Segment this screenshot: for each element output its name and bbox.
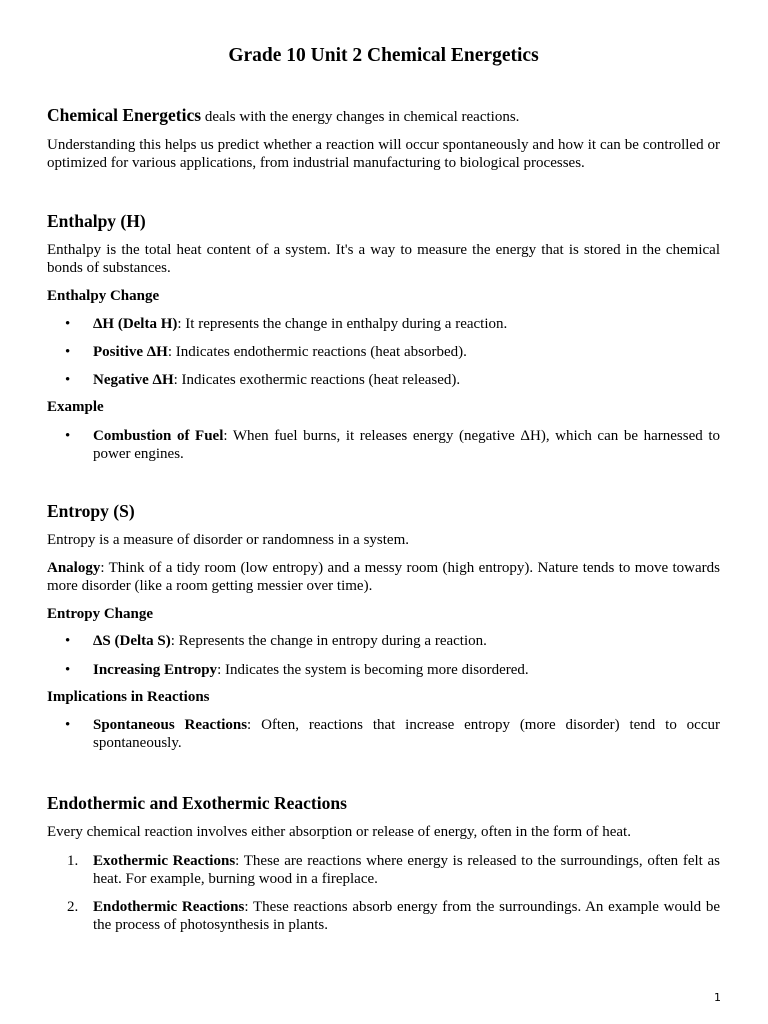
- list-item: [47, 661, 720, 679]
- list-number: 2.: [67, 899, 79, 915]
- item-text: : These reactions absorb energy from the surroundings. An example would be the process of photosynthesis in plants.: [93, 899, 720, 933]
- analogy-text: : Think of a tidy room (low entropy) and a messy room (high entropy). Nature tends to move towards more disorder (like a room getting messier over time).: [47, 560, 720, 594]
- item-term: ΔS (Delta S): [93, 633, 171, 649]
- list-item: [47, 343, 720, 361]
- page-number: 1: [714, 991, 721, 1004]
- item-term: Endothermic Reactions: [93, 899, 245, 915]
- item-term: Increasing Entropy: [93, 662, 218, 678]
- list-item: [47, 852, 720, 888]
- intro-paragraph: Understanding this helps us predict whether a reaction will occur spontaneously and how it can be controlled or optimized for various applications, from industrial manufacturing to biological processes.: [47, 137, 720, 171]
- item-term: ΔH (Delta H): [93, 316, 178, 332]
- enthalpy-paragraph: Enthalpy is the total heat content of a system. It's a way to measure the energy that is stored in the chemical bonds of substances.: [47, 242, 720, 276]
- section-heading-reactions: Endothermic and Exothermic Reactions: [47, 793, 347, 813]
- list-number: 1.: [67, 853, 79, 869]
- bullet-icon: •: [65, 662, 71, 678]
- item-text: : It represents the change in enthalpy during a reaction.: [177, 316, 508, 332]
- item-text: : When fuel burns, it releases energy (negative ΔH), which can be harnessed to power engines.: [93, 428, 720, 462]
- list-item: [47, 315, 720, 333]
- intro-term: Chemical Energetics: [47, 105, 202, 125]
- analogy-term: Analogy: [47, 560, 101, 576]
- example-heading: Example: [47, 399, 104, 415]
- item-term: Spontaneous Reactions: [93, 717, 248, 733]
- bullet-icon: •: [65, 633, 71, 649]
- item-text: : Indicates exothermic reactions (heat released).: [173, 372, 461, 388]
- item-text: : Indicates endothermic reactions (heat absorbed).: [167, 344, 467, 360]
- bullet-icon: •: [65, 372, 71, 388]
- item-text: : Represents the change in entropy during a reaction.: [170, 633, 487, 649]
- entropy-change-heading: Entropy Change: [47, 606, 153, 622]
- list-item: [47, 898, 720, 934]
- enthalpy-change-heading: Enthalpy Change: [47, 288, 160, 304]
- document-title: Grade 10 Unit 2 Chemical Energetics: [228, 45, 539, 66]
- bullet-icon: •: [65, 344, 71, 360]
- item-term: Negative ΔH: [93, 372, 174, 388]
- section-heading-entropy: Entropy (S): [47, 501, 135, 521]
- list-item: [47, 716, 720, 752]
- intro-definition-text: deals with the energy changes in chemical reactions.: [201, 109, 520, 125]
- item-term: Exothermic Reactions: [93, 853, 236, 869]
- item-term: Combustion of Fuel: [93, 428, 224, 444]
- list-item: [47, 632, 720, 650]
- list-item: [47, 427, 720, 463]
- section-heading-enthalpy: Enthalpy (H): [47, 211, 146, 231]
- item-text: : Indicates the system is becoming more disordered.: [217, 662, 529, 678]
- reactions-paragraph: Every chemical reaction involves either absorption or release of energy, often in the form of heat.: [47, 824, 631, 840]
- intro-definition: [47, 106, 720, 126]
- item-text: : These are reactions where energy is released to the surroundings, often felt as heat. For example, burning wood in a fireplace.: [93, 853, 720, 887]
- entropy-analogy: [47, 559, 720, 595]
- implications-heading: Implications in Reactions: [47, 689, 210, 705]
- bullet-icon: •: [65, 717, 71, 733]
- bullet-icon: •: [65, 316, 71, 332]
- bullet-icon: •: [65, 428, 71, 444]
- item-term: Positive ΔH: [93, 344, 168, 360]
- entropy-paragraph: Entropy is a measure of disorder or randomness in a system.: [47, 532, 409, 548]
- list-item: [47, 371, 720, 389]
- item-text: : Often, reactions that increase entropy (more disorder) tend to occur spontaneously.: [93, 717, 720, 751]
